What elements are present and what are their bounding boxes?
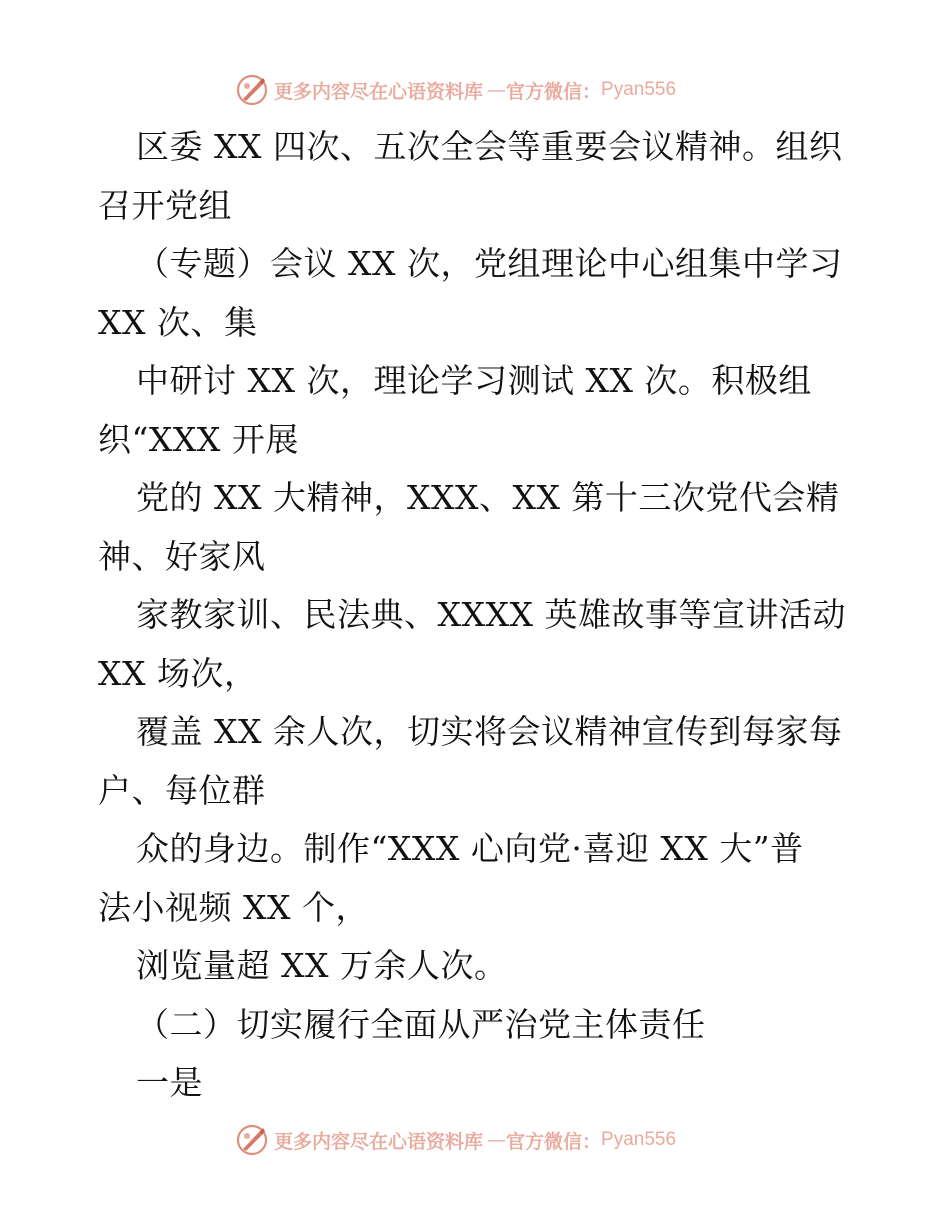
text-line: 覆盖 XX 余人次，切实将会议精神宣传到每家每	[136, 712, 843, 751]
watermark-dash: —	[487, 79, 507, 101]
header-watermark	[234, 72, 676, 108]
text-line: 中研讨 XX 次，理论学习测试 XX 次。积极组	[136, 361, 812, 400]
text-line: 召开党组	[98, 185, 232, 225]
watermark-text: 更多内容尽在心语资料库	[274, 1130, 484, 1153]
text-line: 浏览量超 XX 万余人次。	[136, 946, 508, 985]
watermark-text: 更多内容尽在心语资料库	[274, 80, 484, 103]
pen-nib-circle-icon	[234, 72, 270, 108]
footer-watermark	[234, 1122, 676, 1158]
text-line: 户、每位群	[98, 770, 266, 810]
text-line: 区委 XX 四次、五次全会等重要会议精神。组织	[136, 127, 843, 166]
pen-nib-circle-icon	[234, 1122, 270, 1158]
text-line: 神、好家风	[98, 536, 266, 576]
document-body	[98, 118, 858, 1113]
watermark-dash: —	[487, 1129, 507, 1151]
watermark-wechat-label: 官方微信：	[506, 80, 602, 103]
text-line: 法小视频 XX 个，	[98, 887, 369, 927]
section-heading: （二）切实履行全面从严治党主体责任	[136, 1004, 706, 1044]
text-line: 党的 XX 大精神，XXX、XX 第十三次党代会精	[136, 478, 840, 517]
text-line: XX 场次，	[98, 653, 258, 693]
text-line: 一是	[136, 1063, 203, 1102]
text-line: 织“XXX 开展	[98, 419, 299, 459]
text-line: 家教家训、民法典、XXXX 英雄故事等宣讲活动	[136, 595, 846, 634]
text-line: 众的身边。制作“XXX 心向党·喜迎 XX 大”普	[136, 829, 804, 868]
watermark-wechat-id: Pyan556	[601, 79, 677, 100]
text-line: XX 次、集	[98, 302, 258, 342]
watermark-wechat-label: 官方微信：	[506, 1130, 602, 1153]
watermark-wechat-id: Pyan556	[601, 1129, 677, 1150]
text-line: （专题）会议 XX 次，党组理论中心组集中学习	[136, 244, 843, 283]
